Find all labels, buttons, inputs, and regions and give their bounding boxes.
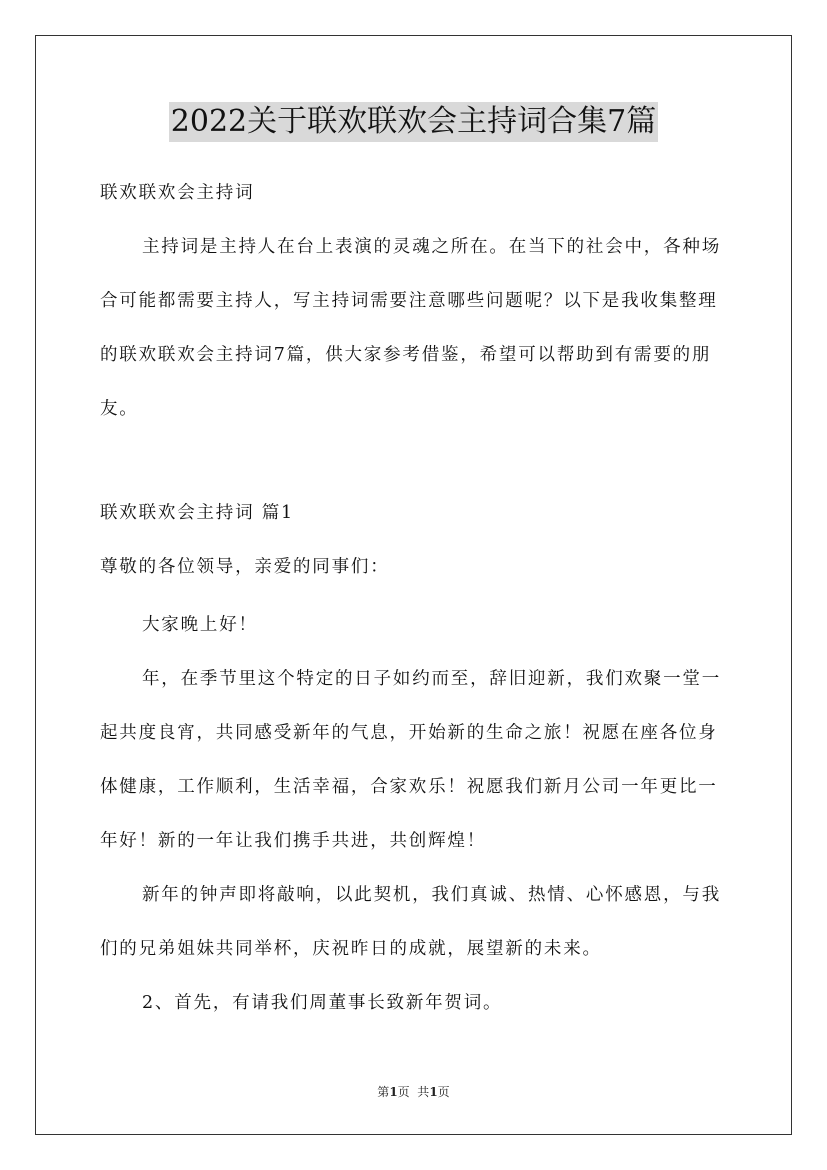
footer-page-mid: 页 共 xyxy=(397,1085,430,1099)
title-container xyxy=(0,102,827,142)
document-body xyxy=(100,170,730,1030)
spacer xyxy=(100,436,730,484)
section-heading: 联欢联欢会主持词 篇1 xyxy=(100,503,294,523)
footer-page-prefix: 第 xyxy=(377,1085,390,1099)
footer-page-total: 1 xyxy=(429,1085,438,1099)
paragraph-1: 年，在季节里这个特定的日子如约而至，辞旧迎新，我们欢聚一堂一起共度良宵，共同感受新年的气息，开始新的生命之旅！祝愿在座各位身体健康，工作顺利，生活幸福，合家欢乐！祝愿我们新月公司一年更比一年好！新的一年让我们携手共进，共创辉煌！ xyxy=(100,669,721,851)
salutation: 尊敬的各位领导，亲爱的同事们： xyxy=(100,557,390,577)
footer-page-current: 1 xyxy=(389,1085,398,1099)
page-footer xyxy=(0,1083,827,1100)
document-subtitle: 联欢联欢会主持词 xyxy=(100,183,255,203)
paragraph-3: 2、首先，有请我们周董事长致新年贺词。 xyxy=(142,993,503,1013)
intro-paragraph: 主持词是主持人在台上表演的灵魂之所在。在当下的社会中，各种场合可能都需要主持人，写主持词需要注意哪些问题呢？以下是我收集整理的联欢联欢会主持词7篇，供大家参考借鉴，希望可以帮助到有需要的朋友。 xyxy=(100,237,721,419)
greeting: 大家晚上好！ xyxy=(142,615,258,635)
document-title: 2022关于联欢联欢会主持词合集7篇 xyxy=(169,102,658,142)
paragraph-2: 新年的钟声即将敲响，以此契机，我们真诚、热情、心怀感恩，与我们的兄弟姐妹共同举杯，庆祝昨日的成就，展望新的未来。 xyxy=(100,885,721,959)
footer-page-suffix: 页 xyxy=(437,1085,450,1099)
